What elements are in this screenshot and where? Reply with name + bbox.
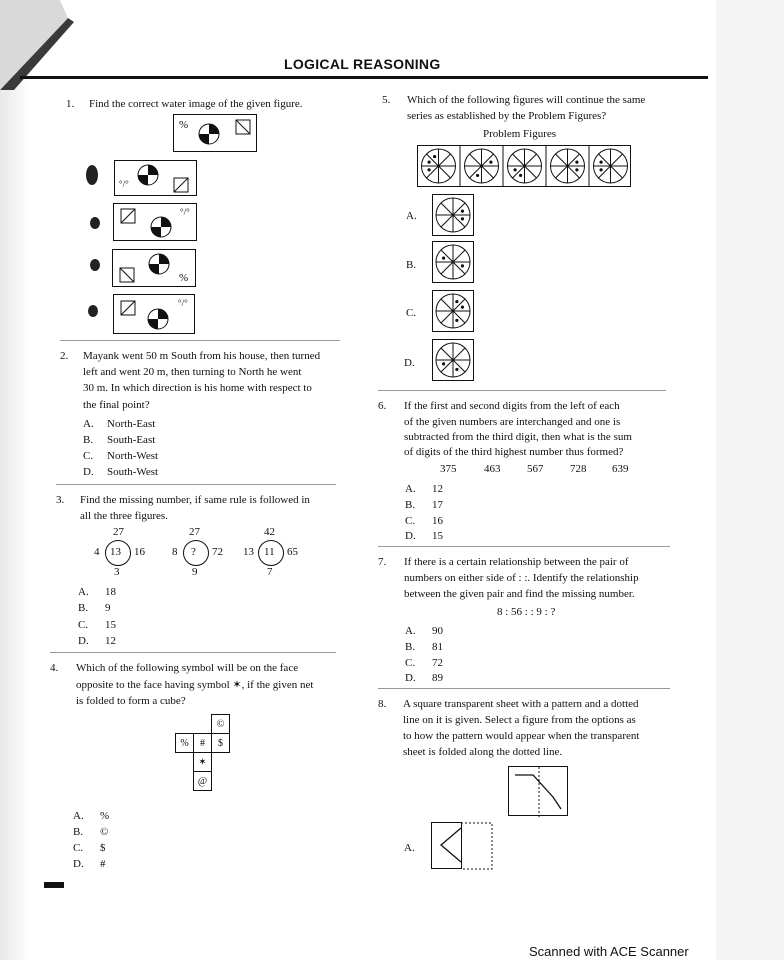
q4-number: 4. (50, 662, 59, 674)
option-letter: B. (405, 499, 416, 511)
q5-line-2: series as established by the Problem Figures? (407, 110, 607, 122)
option-letter: C. (73, 842, 84, 854)
answer-mark-dot (86, 304, 100, 318)
q1-given-figure (173, 114, 257, 152)
q4-option-c[interactable] (73, 840, 106, 856)
option-text: 16 (432, 515, 443, 527)
option-figures-drawing (432, 194, 474, 384)
fig-center: ? (191, 546, 196, 558)
divider (378, 546, 670, 547)
q5-subtitle: Problem Figures (483, 128, 557, 140)
right-margin (716, 0, 784, 960)
net-face: # (194, 734, 212, 753)
square-diagonal-icon (120, 300, 136, 316)
net-face: @ (194, 772, 212, 791)
q3-line-1: Find the missing number, if same rule is followed in (80, 494, 310, 506)
q5-number: 5. (382, 94, 391, 106)
fig-top: 42 (264, 526, 275, 538)
scanner-footer: Scanned with ACE Scanner (529, 944, 689, 959)
q3-option-c[interactable] (78, 617, 116, 633)
option-text: 12 (432, 483, 443, 495)
q1-option-2[interactable] (113, 203, 197, 241)
answer-mark-scribble (84, 164, 100, 186)
option-text: 17 (432, 499, 443, 511)
q6-number-5: 639 (612, 463, 629, 475)
q7-option-d[interactable] (405, 670, 443, 686)
square-diagonal-icon (119, 267, 135, 283)
net-face: © (212, 715, 230, 734)
quartered-circle-icon (150, 216, 172, 238)
q4-option-b[interactable] (73, 824, 108, 840)
option-letter: A. (73, 810, 84, 822)
divider (50, 652, 336, 653)
q6-number-4: 728 (570, 463, 587, 475)
option-letter: B. (78, 602, 89, 614)
option-letter: D. (73, 858, 84, 870)
answer-mark-dot (88, 216, 102, 230)
option-letter: A. (405, 625, 416, 637)
quartered-circle-icon (147, 308, 169, 330)
net-face: $ (212, 734, 230, 753)
q7-ratio: 8 : 56 : : 9 : ? (497, 606, 556, 618)
option-letter: D. (405, 672, 416, 684)
q2-line-1: Mayank went 50 m South from his house, then turned (83, 350, 321, 362)
percent-rotated: °/° (119, 179, 129, 189)
q5-line-1: Which of the following figures will continue the same (407, 94, 646, 106)
q3-figure-1 (90, 524, 150, 580)
fig-right: 72 (212, 546, 223, 558)
percent-rotated: °/° (180, 207, 190, 217)
q7-number: 7. (378, 556, 387, 568)
option-text: 90 (432, 625, 443, 637)
divider (60, 340, 340, 341)
q2-option-a[interactable] (83, 416, 155, 432)
option-letter: A. (83, 418, 94, 430)
option-text: $ (100, 842, 106, 854)
q3-number: 3. (56, 494, 65, 506)
q2-option-b[interactable] (83, 432, 155, 448)
q4-line-3: is folded to form a cube? (76, 695, 186, 707)
option-text: © (100, 826, 109, 838)
q6-number-2: 463 (484, 463, 501, 475)
q5-option-d-label: D. (404, 357, 415, 369)
q2-option-d[interactable] (83, 464, 158, 480)
option-text: North-East (107, 418, 156, 430)
option-text: # (100, 858, 106, 870)
percent-symbol: % (179, 272, 189, 284)
fig-bottom: 9 (192, 566, 198, 578)
q6-number-1: 375 (440, 463, 457, 475)
q8-option-a-label: A. (404, 842, 415, 854)
q6-option-c[interactable] (405, 513, 443, 529)
q4-option-a[interactable] (73, 808, 109, 824)
divider (378, 390, 666, 391)
option-letter: C. (83, 450, 94, 462)
page-shadow (0, 0, 30, 960)
problem-figure-wheel (465, 149, 499, 183)
option-text: 12 (105, 635, 116, 647)
title-rule (20, 76, 708, 79)
q6-option-a[interactable] (405, 481, 443, 497)
problem-figures-drawing (417, 145, 631, 187)
q4-line-2: opposite to the face having symbol ✶, if the given net (76, 679, 314, 691)
option-text: South-West (107, 466, 159, 478)
q3-option-d[interactable] (78, 633, 116, 649)
q3-line-2: all the three figures. (80, 510, 168, 522)
q3-figure-2 (168, 524, 234, 580)
divider (56, 484, 336, 485)
option-letter: C. (78, 619, 89, 631)
q8-option-a[interactable] (431, 822, 493, 870)
fold-pattern (509, 767, 569, 817)
q6-number-3: 567 (527, 463, 544, 475)
quartered-circle-icon (198, 123, 220, 145)
quartered-circle-icon (137, 164, 159, 186)
option-figure-wheel (436, 245, 470, 279)
problem-figure-wheel (551, 149, 585, 183)
q7-option-c[interactable] (405, 655, 443, 671)
q2-line-3: 30 m. In which direction is his home with respect to (83, 382, 312, 394)
q5-option-b-label: B. (406, 259, 417, 271)
option-text: 18 (105, 586, 116, 598)
fig-top: 27 (189, 526, 200, 538)
q2-number: 2. (60, 350, 69, 362)
q2-line-2: left and went 20 m, then turning to North he went (83, 366, 302, 378)
q4-option-d[interactable] (73, 856, 106, 872)
option-letter: D. (78, 635, 89, 647)
option-text: % (100, 810, 110, 822)
option-text: 89 (432, 672, 443, 684)
q1-text: Find the correct water image of the given figure. (89, 98, 303, 110)
q2-option-c[interactable] (83, 448, 158, 464)
q1-option-3[interactable] (112, 249, 196, 287)
q7-option-b[interactable] (405, 639, 443, 655)
option-letter: A. (405, 483, 416, 495)
q4-line-1: Which of the following symbol will be on the face (76, 662, 299, 674)
q1-option-4[interactable] (113, 294, 195, 334)
cube-net (175, 714, 230, 791)
q3-option-b[interactable] (78, 600, 111, 616)
q8-given-sheet (508, 766, 568, 816)
q6-line-3: subtracted from the third digit, then what is the sum (404, 431, 632, 443)
net-face: ✶ (194, 753, 212, 772)
q7-option-a[interactable] (405, 623, 443, 639)
answer-mark-dot (88, 258, 102, 272)
problem-figure-wheel (422, 149, 456, 183)
q5-option-c-label: C. (406, 307, 417, 319)
problem-figure-wheel (594, 149, 628, 183)
fig-top: 27 (113, 526, 124, 538)
q5-option-a-label: A. (406, 210, 417, 222)
q6-option-d[interactable] (405, 528, 443, 544)
fig-circle (183, 540, 209, 566)
option-letter: C. (405, 657, 416, 669)
option-text: 15 (432, 530, 443, 542)
q6-line-4: of digits of the third highest number thus formed? (404, 446, 624, 458)
q2-line-4: the final point? (83, 399, 150, 411)
option-letter: D. (83, 466, 94, 478)
fig-left: 13 (243, 546, 254, 558)
square-diagonal-icon (235, 119, 251, 135)
option-figure-wheel (436, 294, 470, 328)
square-diagonal-icon (173, 177, 189, 193)
q3-figure-3 (243, 524, 309, 580)
fig-left: 8 (172, 546, 178, 558)
option-letter: B. (405, 641, 416, 653)
q1-option-1[interactable] (114, 160, 197, 196)
q6-option-b[interactable] (405, 497, 443, 513)
option-text: 15 (105, 619, 116, 631)
q8-line-4: sheet is folded along the dotted line. (403, 746, 563, 758)
option-figure-wheel (436, 343, 470, 377)
option-text: North-West (107, 450, 159, 462)
scan-mark (44, 882, 64, 888)
q8-line-3: to how the pattern would appear when the transparent (403, 730, 640, 742)
q8-line-2: line on it is given. Select a figure from the options as (403, 714, 636, 726)
option-figure-wheel (436, 198, 470, 232)
q1-number: 1. (66, 98, 75, 110)
option-letter: B. (73, 826, 84, 838)
net-face: % (176, 734, 194, 753)
q7-line-1: If there is a certain relationship between the pair of (404, 556, 629, 568)
q3-option-a[interactable] (78, 584, 116, 600)
option-text: 72 (432, 657, 443, 669)
option-text: South-East (107, 434, 156, 446)
q6-line-1: If the first and second digits from the left of each (404, 400, 620, 412)
divider (378, 688, 670, 689)
problem-figure-wheel (508, 149, 542, 183)
fig-right: 65 (287, 546, 298, 558)
option-text: 81 (432, 641, 443, 653)
option-text: 9 (105, 602, 111, 614)
fig-bottom: 3 (114, 566, 120, 578)
q7-line-3: between the given pair and find the missing number. (404, 588, 635, 600)
option-letter: D. (405, 530, 416, 542)
q8-number: 8. (378, 698, 387, 710)
fig-center: 13 (110, 546, 121, 558)
q6-number: 6. (378, 400, 387, 412)
page-title: LOGICAL REASONING (284, 56, 441, 72)
percent-symbol: % (179, 119, 189, 131)
percent-rotated: °/° (178, 298, 188, 308)
quartered-circle-icon (148, 253, 170, 275)
square-diagonal-icon (120, 208, 136, 224)
option-letter: A. (78, 586, 89, 598)
q6-line-2: of the given numbers are interchanged and one is (404, 416, 621, 428)
option-letter: C. (405, 515, 416, 527)
fig-center: 11 (264, 546, 275, 558)
q7-line-2: numbers on either side of : :. Identify the relationship (404, 572, 639, 584)
q8-line-1: A square transparent sheet with a pattern and a dotted (403, 698, 639, 710)
fig-bottom: 7 (267, 566, 273, 578)
fig-right: 16 (134, 546, 145, 558)
option-letter: B. (83, 434, 94, 446)
fig-left: 4 (94, 546, 100, 558)
